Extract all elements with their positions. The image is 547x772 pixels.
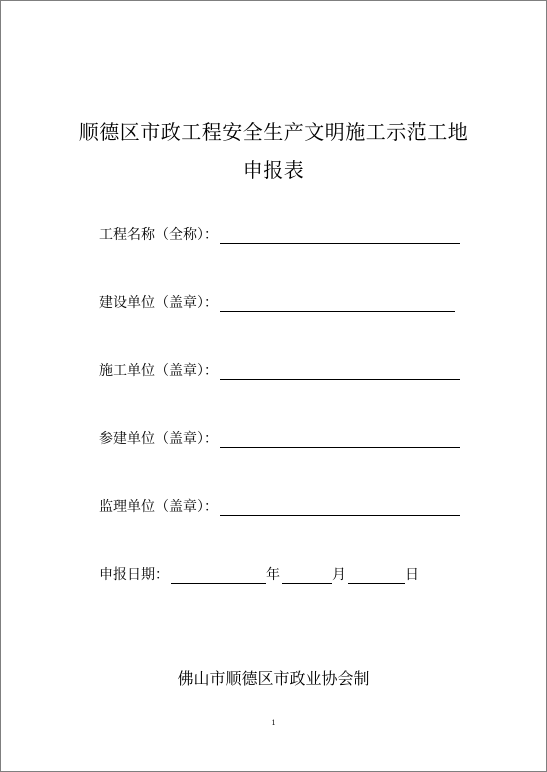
project-name-label: 工程名称（全称）： — [99, 227, 218, 243]
contractor-unit-label: 施工单位（盖章）： — [99, 363, 218, 379]
participating-unit-blank[interactable] — [220, 431, 460, 448]
participating-unit-label: 参建单位（盖章）： — [99, 431, 218, 447]
day-label: 日 — [405, 567, 419, 583]
participating-unit-row — [99, 430, 460, 448]
construction-unit-row — [99, 294, 455, 312]
contractor-unit-row — [99, 362, 460, 380]
construction-unit-blank[interactable] — [220, 295, 455, 312]
issuer-footer: 佛山市顺德区市政业协会制 — [177, 669, 370, 688]
date-row — [99, 566, 419, 584]
supervision-unit-blank[interactable] — [220, 499, 460, 516]
page-number: 1 — [271, 718, 276, 727]
supervision-unit-label: 监理单位（盖章）： — [99, 499, 218, 515]
month-label: 月 — [332, 567, 346, 583]
day-blank[interactable] — [348, 567, 405, 584]
document-title: 顺德区市政工程安全生产文明施工示范工地 — [78, 120, 469, 144]
contractor-unit-blank[interactable] — [220, 363, 460, 380]
supervision-unit-row — [99, 498, 460, 516]
construction-unit-label: 建设单位（盖章）： — [99, 295, 218, 311]
document-subtitle: 申报表 — [242, 158, 305, 182]
project-name-blank[interactable] — [220, 227, 460, 244]
date-label: 申报日期： — [99, 567, 169, 583]
year-blank[interactable] — [171, 567, 266, 584]
month-blank[interactable] — [282, 567, 332, 584]
project-name-row — [99, 226, 460, 244]
year-label: 年 — [266, 567, 280, 583]
